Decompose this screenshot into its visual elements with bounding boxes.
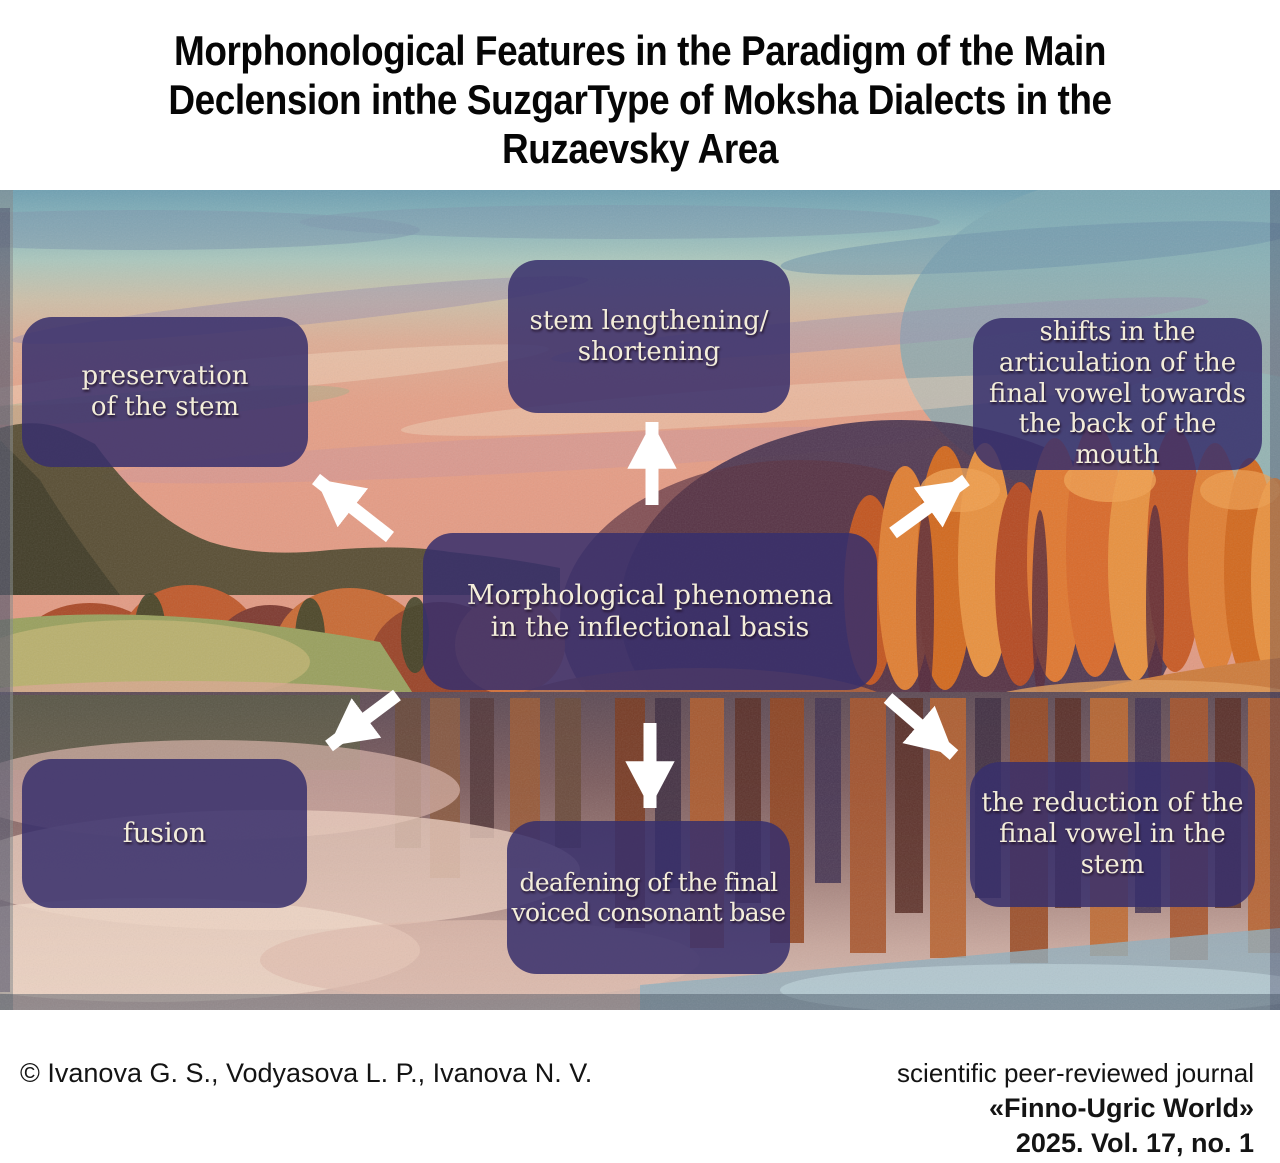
journal-type: scientific peer-reviewed journal: [897, 1058, 1254, 1088]
figure-footer: [0, 1010, 1280, 1163]
title-line-2: Declension inthe SuzgarType of Moksha Dialects in the: [168, 76, 1112, 123]
node-fusion: [22, 759, 307, 908]
title-line-1: Morphonological Features in the Paradigm of the Main: [173, 27, 1107, 74]
journal-name: «Finno-Ugric World»: [988, 1093, 1254, 1123]
node-deafening-final-consonant: [507, 821, 790, 974]
node-label: deafening of the final voiced consonant base: [511, 868, 786, 927]
node-label: preservation of the stem: [81, 361, 249, 422]
node-label: Morphological phenomena in the inflectional basis: [466, 579, 834, 643]
figure-title: [77, 26, 1203, 173]
node-label: fusion: [122, 817, 207, 849]
node-stem-lengthening-shortening: [508, 260, 790, 413]
node-central-morphological-phenomena: [423, 533, 877, 690]
journal-issue: 2025. Vol. 17, no. 1: [1015, 1128, 1254, 1158]
node-preservation-of-stem: [22, 317, 308, 467]
copyright-authors: © Ivanova G. S., Vodyasova L. P., Ivanova N. V.: [20, 1058, 593, 1088]
node-articulation-shifts: [973, 318, 1262, 470]
title-line-3: Ruzaevsky Area: [501, 125, 778, 172]
node-label: stem lengthening/ shortening: [529, 305, 769, 367]
node-label: the reduction of the final vowel in the stem: [981, 788, 1244, 880]
node-final-vowel-reduction: [970, 762, 1255, 907]
journal-credit: [897, 1056, 1254, 1161]
node-label: shifts in the articulation of the final vowel towards the back of the mouth: [988, 317, 1246, 471]
diagram-canvas: [0, 190, 1280, 1010]
